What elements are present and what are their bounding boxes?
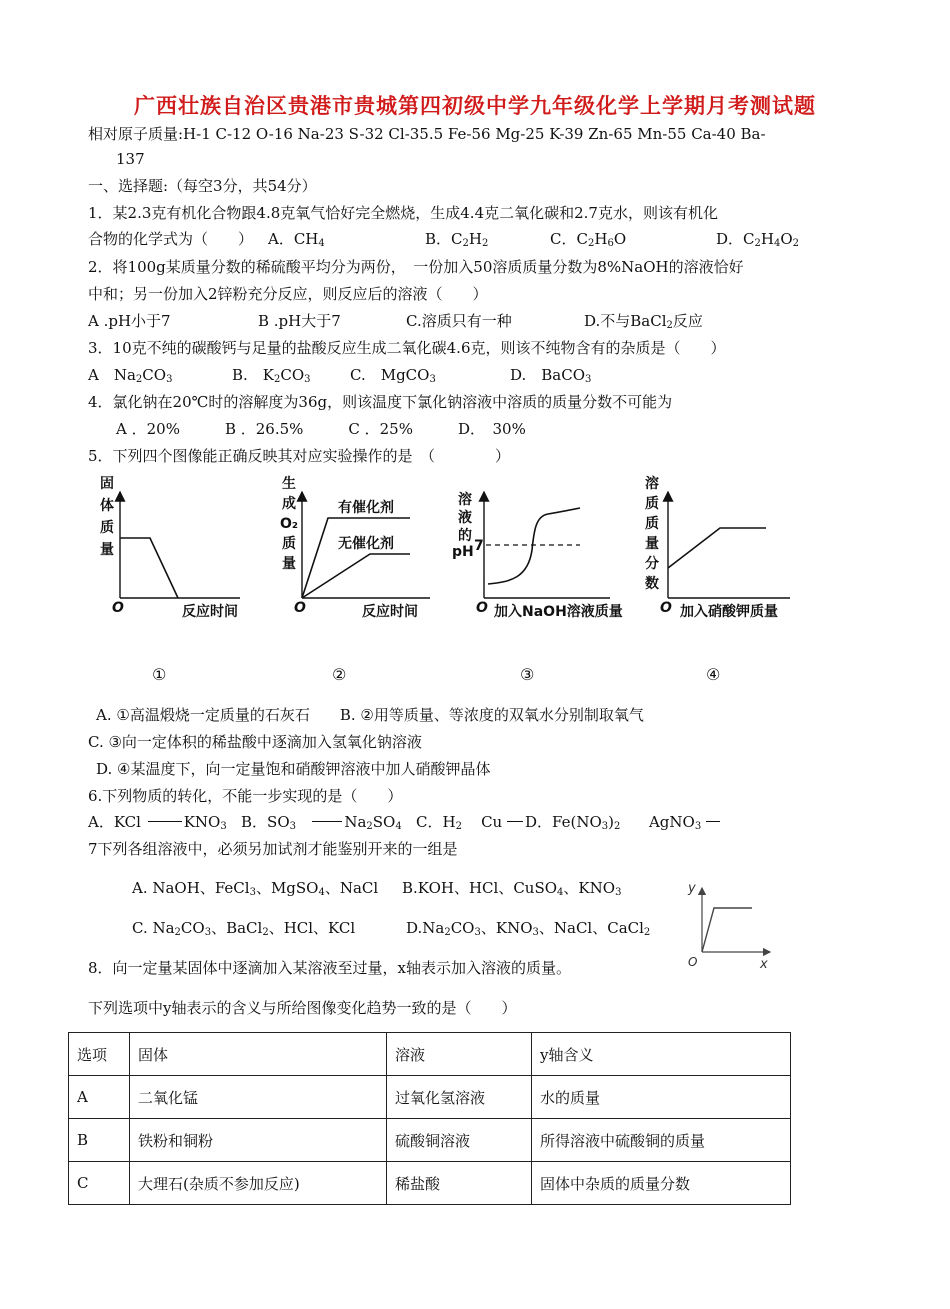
table-cell: 硫酸铜溶液 [387,1119,532,1162]
q3-stem: 3．10克不纯的碳酸钙与足量的盐酸反应生成二氧化碳4.6克，则该不纯物含有的杂质是（ ） [88,339,726,357]
graph-2-origin: O [294,600,306,616]
graph-3-seven: 7 [474,538,484,554]
q2-stem-1: 2．将100g某质量分数的稀硫酸平均分为两份， 一份加入50溶质质量分数为8%NaOH的溶液恰好 [88,258,744,276]
q1-stem-1: 1．某2.3克有机化合物跟4.8克氧气恰好完全燃烧，生成4.4克二氧化碳和2.7克水，则该有机化 [88,204,718,222]
q8-graph-curve [702,908,752,952]
table-cell: B [69,1119,130,1162]
q3-option-a: A $Na_2CO_3$ [88,366,173,385]
graph-1-number: ① [152,665,167,684]
graph-4-ylabel-1: 质 [645,496,659,512]
table-cell: 过氧化氢溶液 [387,1076,532,1119]
graph-1-xlabel: 反应时间 [182,604,238,620]
graph-2-label-no-catalyst: 无催化剂 [338,536,394,552]
graph-4-curve [668,528,766,568]
table-cell: C [69,1162,130,1205]
q3-option-b: B. $K_2CO_3$ [232,366,311,385]
graph-1-ylabel-2: 质 [100,520,114,536]
graph-2-number: ② [332,665,347,684]
q8-stem-2: 下列选项中y轴表示的含义与所给图像变化趋势一致的是（ ） [88,999,517,1017]
table-cell: 选项 [69,1033,130,1076]
graph-4-number: ④ [706,665,721,684]
q4-options: A ．20% B ．26.5% C ．25% D． 30% [116,420,526,438]
graph-1-curve [120,538,178,598]
q1-option-a: A．$CH_4$ [268,230,325,249]
q8-table [68,1032,791,1205]
table-cell: 稀盐酸 [387,1162,532,1205]
table-cell: 铁粉和铜粉 [130,1119,387,1162]
arrow-icon [706,821,720,822]
graph-3-ylabel-1: 液 [458,510,472,526]
q7-option-d: $D.Na_2CO_3$、$KNO_3$、NaCl、CaCl$_2$ [406,919,651,938]
graph-2 [280,475,430,684]
graph-3-origin: O [476,600,488,616]
table-cell: 所得溶液中硫酸铜的质量 [532,1119,791,1162]
graph-3-ylabel-3: pH [452,544,474,560]
arrow-icon [148,821,182,822]
graph-4-xlabel: 加入硝酸钾质量 [680,604,778,620]
graph-2-ylabel-0: 生 [282,476,296,492]
table-header [69,1033,791,1076]
q8-graph-x: x [760,957,768,970]
table-row [69,1162,791,1205]
q2-stem-2: 中和；另一份加入2锌粉充分反应，则反应后的溶液（ ） [88,285,488,303]
q7-option-a: A. NaOH、FeCl$_3$、MgSO$_4$、NaCl [132,879,379,898]
graph-1-ylabel-3: 量 [100,542,114,558]
q2-option-b: B .pH大于7 [258,312,341,330]
atomic-mass-line-1: 相对原子质量:H-1 C-12 O-16 Na-23 S-32 Cl-35.5 Fe-56 Mg-25 K-39 Zn-65 Mn-55 Ca-40 Ba- [88,125,766,143]
q1-option-d: D．$C_2H_4O_2$ [716,230,800,249]
q2-option-a: A .pH小于7 [88,312,171,330]
table-row [69,1119,791,1162]
table-cell: A [69,1076,130,1119]
arrow-icon [312,821,342,822]
graph-2-ylabel-4: 量 [282,556,296,572]
graph-1-ylabel-0: 固 [100,476,114,492]
q7-option-b: B.KOH、HCl、CuSO$_4$、$KNO_3$ [402,879,622,898]
q8-graph-origin: O [688,955,698,969]
graph-4-ylabel-5: 数 [645,576,659,592]
graph-4-ylabel-0: 溶 [645,476,659,492]
table-cell: 水的质量 [532,1076,791,1119]
q8-graph [680,878,780,970]
graph-1 [100,476,240,684]
q1-option-c: C．$C_2H_6O$ [550,230,627,249]
q5-stem: 5．下列四个图像能正确反映其对应实验操作的是 （ ） [88,447,511,465]
table-row [69,1076,791,1119]
graph-3-ylabel-0: 溶 [458,492,472,508]
page-title: 广西壮族自治区贵港市贵城第四初级中学九年级化学上学期月考测试题 [134,93,816,118]
q6-options: A．KCl $KNO_3$ B．$SO_3$ $Na_2SO_4$ C．$H_2$ Cu D．$Fe(NO_3)_2$ AgNO$_3$ [88,812,720,837]
section-heading: 一、选择题:（每空3分，共54分） [88,177,317,195]
q8-graph-y: y [688,881,696,896]
graph-1-origin: O [112,600,124,616]
table-cell: 溶液 [387,1033,532,1076]
graph-2-ylabel-1: 成 [282,496,296,512]
graph-3-curve [488,508,580,584]
q3-option-c: C. MgCO$_3$ [350,366,436,385]
graph-2-xlabel: 反应时间 [362,604,418,620]
arrow-icon [507,821,523,822]
atomic-mass-line-2: 137 [116,150,145,168]
graph-4 [645,475,790,684]
graph-2-curve-catalyst [302,518,410,598]
q3-option-d: D. BaCO$_3$ [510,366,592,385]
q7-option-c: C. $Na_2CO_3$、BaCl$_2$、HCl、KCl [132,919,356,938]
q8-stem-1: 8．向一定量某固体中逐滴加入某溶液至过量，x轴表示加入溶液的质量。 [88,959,572,977]
q5-graphs [90,470,810,690]
graph-4-ylabel-2: 质 [645,516,659,532]
graph-3 [452,491,623,684]
graph-1-ylabel-1: 体 [100,498,114,514]
q7-stem: 7下列各组溶液中，必须另加试剂才能鉴别开来的一组是 [88,840,458,858]
graph-4-ylabel-4: 分 [645,556,659,572]
graph-3-number: ③ [520,665,535,684]
graph-3-xlabel: 加入NaOH溶液质量 [494,604,623,620]
q6-stem: 6.下列物质的转化，不能一步实现的是（ ） [88,787,403,805]
table-cell: y轴含义 [532,1033,791,1076]
graph-2-label-catalyst: 有催化剂 [338,500,394,516]
table-cell: 二氧化锰 [130,1076,387,1119]
table-cell: 大理石(杂质不参加反应) [130,1162,387,1205]
graph-3-ylabel-2: 的 [458,528,472,544]
graph-2-ylabel-2: O₂ [280,516,299,532]
q4-stem: 4．氯化钠在20℃时的溶解度为36g，则该温度下氯化钠溶液中溶质的质量分数不可能为 [88,393,673,411]
q5-option-d: D. ④某温度下，向一定量饱和硝酸钾溶液中加人硝酸钾晶体 [96,760,491,778]
q5-option-ab: A. ①高温煅烧一定质量的石灰石 B. ②用等质量、等浓度的双氧水分别制取氧气 [96,706,644,724]
q1-stem-2: 合物的化学式为（ ） [88,230,254,248]
table-cell: 固体 [130,1033,387,1076]
q1-option-b: B．$C_2H_2$ [425,230,489,249]
table-cell: 固体中杂质的质量分数 [532,1162,791,1205]
q5-option-c: C. ③向一定体积的稀盐酸中逐滴加入氢氧化钠溶液 [88,733,422,751]
graph-4-ylabel-3: 量 [645,536,659,552]
q2-option-c: C.溶质只有一种 [406,312,512,330]
graph-2-ylabel-3: 质 [282,536,296,552]
graph-2-curve-no-catalyst [302,554,410,598]
q2-option-d: D.不与BaCl$_2$反应 [584,312,703,331]
graph-4-origin: O [660,600,672,616]
